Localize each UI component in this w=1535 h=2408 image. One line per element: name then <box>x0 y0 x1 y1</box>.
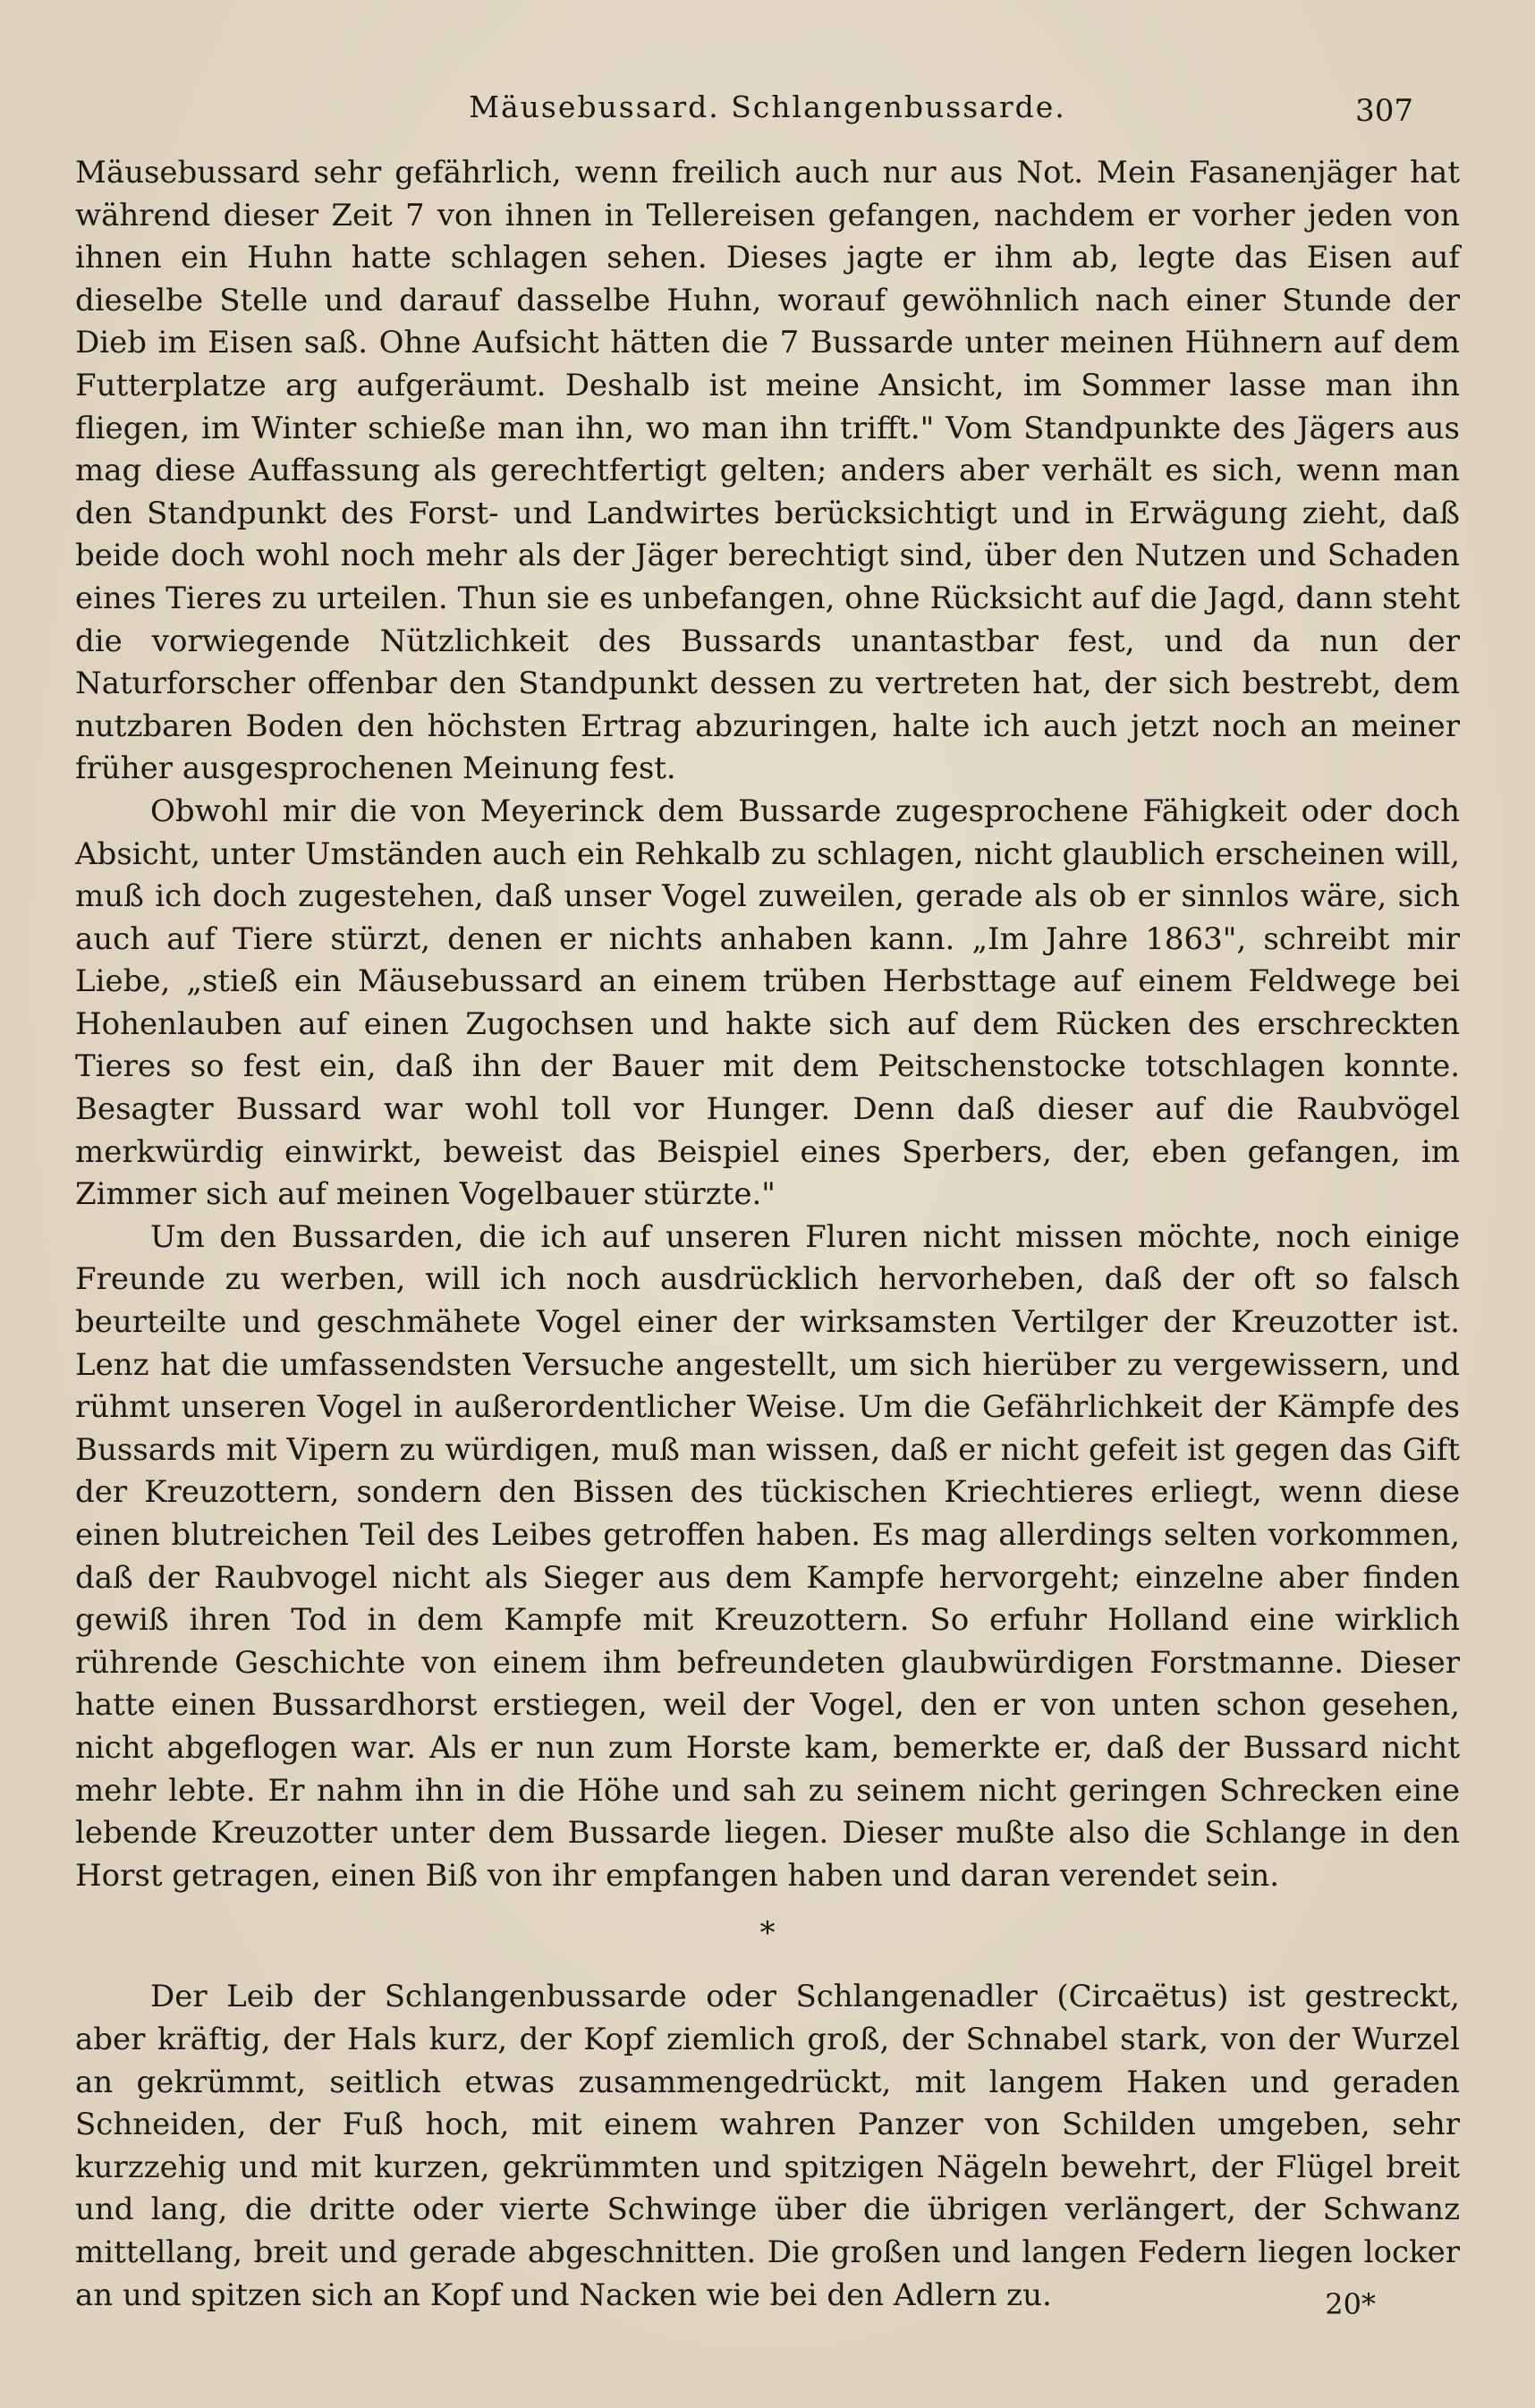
running-title: Mäusebussard. Schlangenbussarde. <box>469 89 1066 124</box>
signature-mark: 20* <box>1325 2287 1376 2321</box>
section-separator: * <box>759 1915 776 1952</box>
page-body <box>75 152 1460 2317</box>
paragraph-3: Um den Bussarden, die ich auf unseren Fluren nicht missen möchte, noch einige Freunde zu werben, will ich noch ausdrücklich hervorheben, daß der oft so falsch beurteilte und geschmähete Vogel einer der wirksamsten Vertilger der Kreuzotter ist. Lenz hat die umfassendsten Versuche angestellt, um sich hierüber zu vergewissern, und rühmt unseren Vogel in außerordentlicher Weise. Um die Gefährlichkeit der Kämpfe des Bussards mit Vipern zu würdigen, muß man wissen, daß er nicht gefeit ist gegen das Gift der Kreuzottern, sondern den Bissen des tückischen Kriechtieres erliegt, wenn diese einen blutreichen Teil des Leibes getroffen haben. Es mag allerdings selten vorkommen, daß der Raubvogel nicht als Sieger aus dem Kampfe hervorgeht; einzelne aber finden gewiß ihren Tod in dem Kampfe mit Kreuzottern. So erfuhr Holland eine wirklich rührende Geschichte von einem ihm befreundeten glaubwürdigen Forstmanne. Dieser hatte einen Bussardhorst erstiegen, weil der Vogel, den er von unten schon gesehen, nicht abgeflogen war. Als er nun zum Horste kam, bemerkte er, daß der Bussard nicht mehr lebte. Er nahm ihn in die Höhe und sah zu seinem nicht geringen Schrecken eine lebende Kreuzotter unter dem Bussarde liegen. Dieser mußte also die Schlange in den Horst getragen, einen Biß von ihr empfangen haben und daran verendet sein. <box>75 1218 1460 1894</box>
paragraph-1: Mäusebussard sehr gefährlich, wenn freilich auch nur aus Not. Mein Fasanenjäger hat während dieser Zeit 7 von ihnen in Tellereisen gefangen, nachdem er vorher jeden von ihnen ein Huhn hatte schlagen sehen. Dieses jagte er ihm ab, legte das Eisen auf dieselbe Stelle und darauf dasselbe Huhn, worauf gewöhnlich nach einer Stunde der Dieb im Eisen saß. Ohne Aufsicht hätten die 7 Bussarde unter meinen Hühnern auf dem Futterplatze arg aufgeräumt. Deshalb ist meine Ansicht, im Sommer lasse man ihn fliegen, im Winter schieße man ihn, wo man ihn trifft." Vom Standpunkte des Jägers aus mag diese Auffassung als gerechtfertigt gelten; anders aber verhält es sich, wenn man den Standpunkt des Forst- und Landwirtes berücksichtigt und in Erwägung zieht, daß beide doch wohl noch mehr als der Jäger berechtigt sind, über den Nutzen und Schaden eines Tieres zu urteilen. Thun sie es unbefangen, ohne Rücksicht auf die Jagd, dann steht die vorwiegende Nützlichkeit des Bussards unantastbar fest, und da nun der Naturforscher offenbar den Standpunkt dessen zu vertreten hat, der sich bestrebt, dem nutzbaren Boden den höchsten Ertrag abzuringen, halte ich auch jetzt noch an meiner früher ausgesprochenen Meinung fest. <box>75 155 1460 787</box>
page-number: 307 <box>1355 93 1413 129</box>
paragraph-4: Der Leib der Schlangenbussarde oder Schlangenadler (Circaëtus) ist gestreckt, aber kräftig, der Hals kurz, der Kopf ziemlich groß, der Schnabel stark, von der Wurzel an gekrümmt, seitlich etwas zusammengedrückt, mit langem Haken und geraden Schneiden, der Fuß hoch, mit einem wahren Panzer von Schilden umgeben, sehr kurzzehig und mit kurzen, gekrümmten und spitzigen Nägeln bewehrt, der Flügel breit und lang, die dritte oder vierte Schwinge über die übrigen verlängert, der Schwanz mittellang, breit und gerade abgeschnitten. Die großen und langen Federn liegen locker an und spitzen sich an Kopf und Nacken wie bei den Adlern zu. <box>75 1979 1460 2313</box>
paragraph-2: Obwohl mir die von Meyerinck dem Bussarde zugesprochene Fähigkeit oder doch Absicht, unter Umständen auch ein Rehkalb zu schlagen, nicht glaublich erscheinen will, muß ich doch zugestehen, daß unser Vogel zuweilen, gerade als ob er sinnlos wäre, sich auch auf Tiere stürzt, denen er nichts anhaben kann. „Im Jahre 1863", schreibt mir Liebe, „stieß ein Mäusebussard an einem trüben Herbsttage auf einem Feldwege bei Hohenlauben auf einen Zugochsen und hakte sich auf dem Rücken des erschreckten Tieres so fest ein, daß ihn der Bauer mit dem Peitschenstocke totschlagen konnte. Besagter Bussard war wohl toll vor Hunger. Denn daß dieser auf die Raubvögel merkwürdig einwirkt, beweist das Beispiel eines Sperbers, der, eben gefangen, im Zimmer sich auf meinen Vogelbauer stürzte." <box>75 793 1460 1213</box>
page-header <box>75 86 1460 129</box>
